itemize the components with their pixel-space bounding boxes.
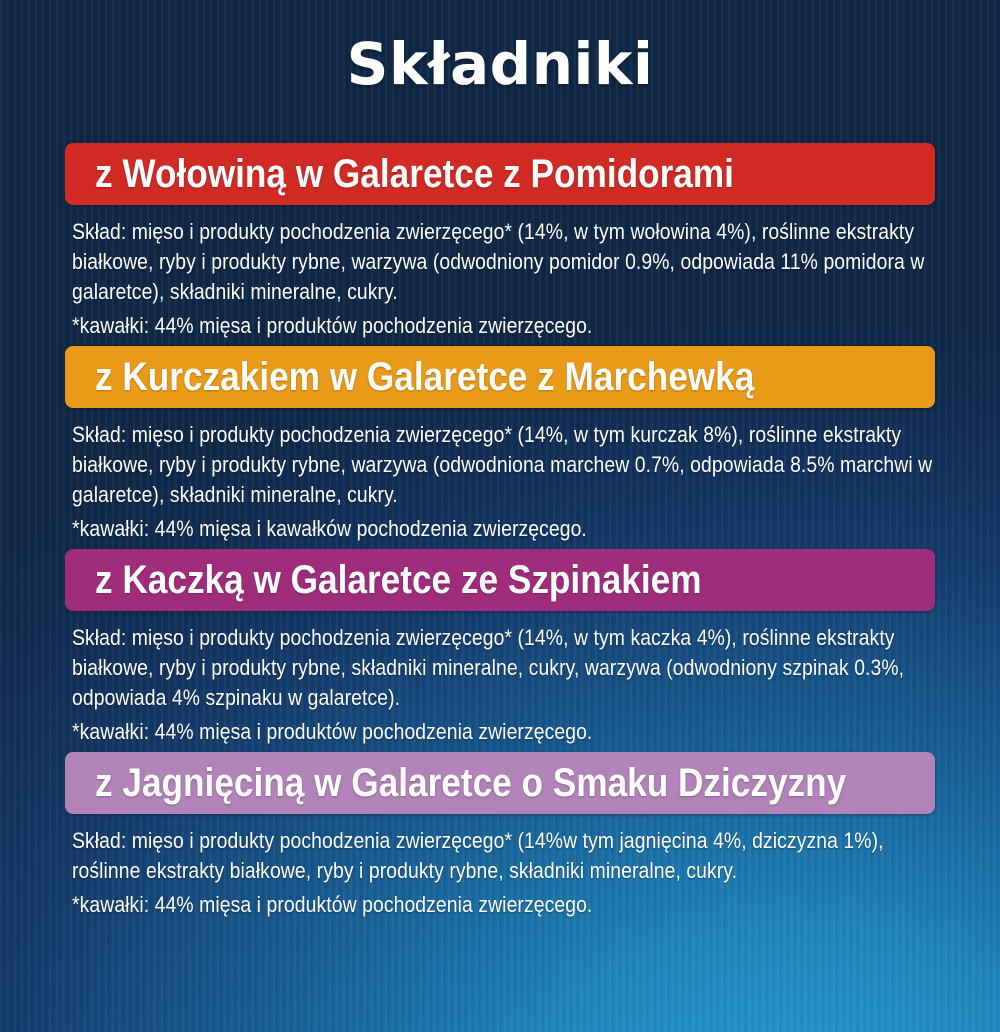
flavor-banner-duck-spinach [65,549,935,611]
flavor-section-chicken-carrot [65,346,935,544]
flavor-section-beef-tomato [65,143,935,341]
footnote-text: *kawałki: 44% mięsa i kawałków pochodzenia zwierzęcego. [72,516,587,541]
footnote-text: *kawałki: 44% mięsa i produktów pochodzenia zwierzęcego. [72,313,593,338]
flavor-title: z Kurczakiem w Galaretce z Marchewką [95,354,755,399]
flavor-title: z Kaczką w Galaretce ze Szpinakiem [95,557,702,602]
flavor-body [72,826,941,920]
flavor-banner-lamb-game [65,752,935,814]
ingredients-panel [0,32,1000,1032]
ingredients-text: Skład: mięso i produkty pochodzenia zwierzęcego* (14%w tym jagnięcina 4%, dziczyzna 1%), roślinne ekstrakty białkowe, ryby i produkty rybne, składniki mineralne, cukry. [72,828,884,883]
flavor-body [72,623,941,747]
ingredients-text: Skład: mięso i produkty pochodzenia zwierzęcego* (14%, w tym kurczak 8%), roślinne ekstrakty białkowe, ryby i produkty rybne, warzywa (odwodniona marchew 0.7%, odpowiada 8.5% marchwi w galaretce), składniki mineralne, cukry. [72,422,933,507]
ingredients-text: Skład: mięso i produkty pochodzenia zwierzęcego* (14%, w tym kaczka 4%), roślinne ekstrakty białkowe, ryby i produkty rybne, składniki mineralne, cukry, warzywa (odwodniony szpinak 0.3%, odpowiada 4% szpinaku w galaretce). [72,625,905,710]
flavor-section-lamb-game [65,752,935,920]
ingredients-text: Skład: mięso i produkty pochodzenia zwierzęcego* (14%, w tym wołowina 4%), roślinne ekstrakty białkowe, ryby i produkty rybne, warzywa (odwodniony pomidor 0.9%, odpowiada 11% pomidora w galaretce), składniki mineralne, cukry. [72,219,925,304]
footnote-text: *kawałki: 44% mięsa i produktów pochodzenia zwierzęcego. [72,719,593,744]
flavor-body [72,217,941,341]
flavor-body [72,420,941,544]
footnote-text: *kawałki: 44% mięsa i produktów pochodzenia zwierzęcego. [72,892,593,917]
flavor-title: z Wołowiną w Galaretce z Pomidorami [95,151,734,196]
flavor-title: z Jagnięciną w Galaretce o Smaku Dziczyzny [95,760,847,805]
flavor-banner-beef-tomato [65,143,935,205]
page-title: Składniki [346,30,654,98]
flavor-banner-chicken-carrot [65,346,935,408]
flavor-section-duck-spinach [65,549,935,747]
